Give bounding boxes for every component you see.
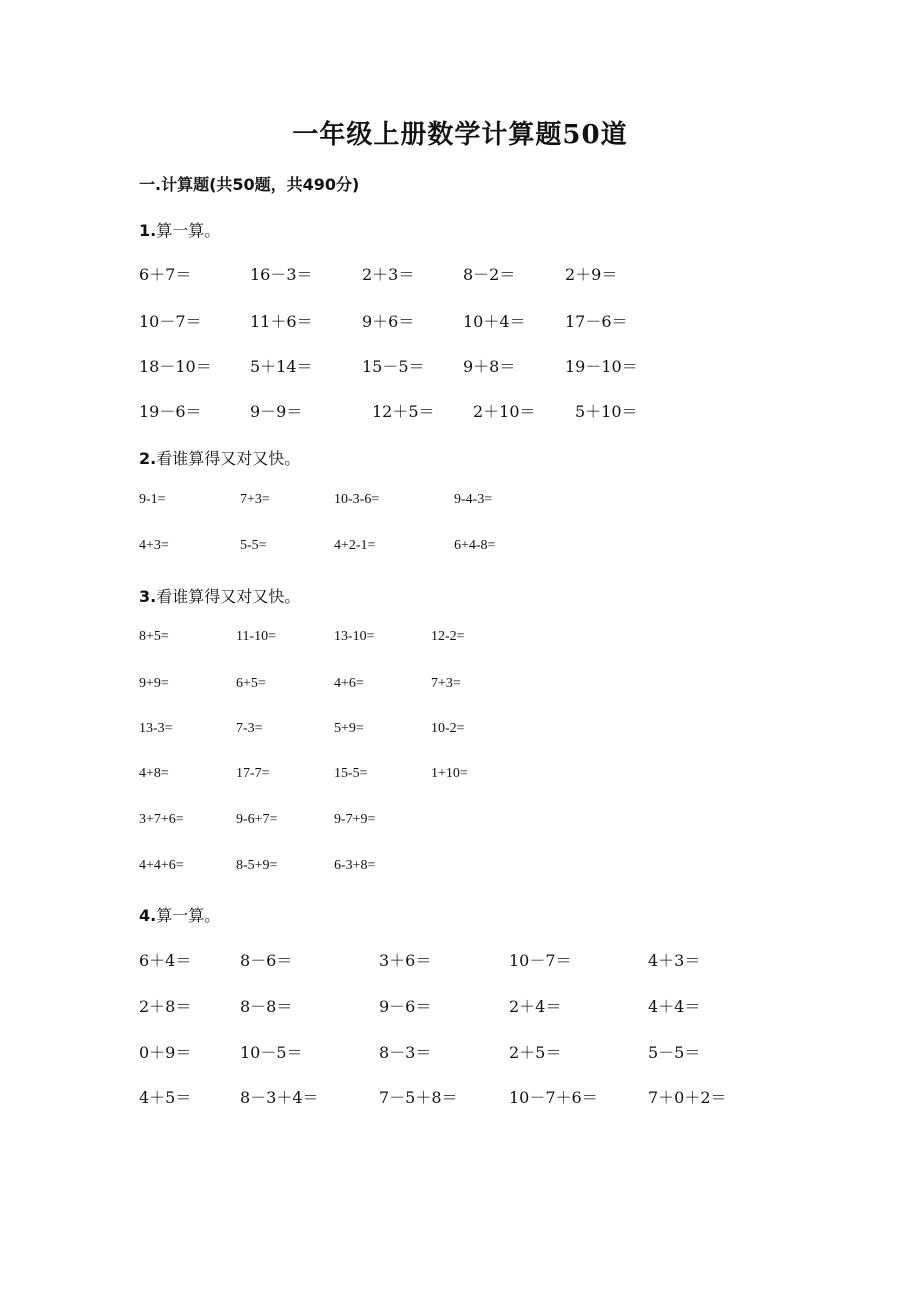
- math-problem: 7+3=: [240, 492, 270, 507]
- math-problem: 10－7＋6＝: [509, 1088, 598, 1107]
- q3-row: [0, 629, 920, 653]
- question-1-instruction: 算一算。: [156, 221, 221, 240]
- math-problem: 16－3＝: [250, 265, 313, 284]
- math-problem: 5+9=: [334, 721, 364, 736]
- q4-row: [0, 994, 920, 1018]
- math-problem: 2＋4＝: [509, 997, 562, 1016]
- math-problem: 10＋4＝: [463, 312, 526, 331]
- math-problem: 2＋3＝: [362, 265, 415, 284]
- math-problem: 5＋14＝: [250, 357, 313, 376]
- math-problem: 10－7＝: [139, 312, 202, 331]
- q4-row: [0, 1040, 920, 1064]
- q1-row: [0, 309, 920, 333]
- math-problem: 5-5=: [240, 538, 267, 553]
- math-problem: 10-2=: [431, 721, 465, 736]
- math-problem: 0＋9＝: [139, 1043, 192, 1062]
- question-1-number: 1.: [139, 221, 157, 240]
- q3-row: [0, 812, 920, 836]
- q3-row: [0, 858, 920, 882]
- question-3-title: [139, 584, 300, 607]
- question-2-title: [139, 446, 300, 469]
- math-problem: 9-7+9=: [334, 812, 376, 827]
- math-problem: 2＋9＝: [565, 265, 618, 284]
- math-problem: 13-10=: [334, 629, 375, 644]
- math-problem: 10－7＝: [509, 951, 572, 970]
- math-problem: 6＋7＝: [139, 265, 192, 284]
- math-problem: 2＋10＝: [473, 402, 536, 421]
- math-problem: 7-3=: [236, 721, 263, 736]
- math-problem: 4+8=: [139, 766, 169, 781]
- math-problem: 15-5=: [334, 766, 368, 781]
- math-problem: 11-10=: [236, 629, 277, 644]
- math-problem: 9-1=: [139, 492, 166, 507]
- question-4-instruction: 算一算。: [156, 906, 221, 925]
- math-problem: 9－6＝: [379, 997, 432, 1016]
- math-problem: 7－5＋8＝: [379, 1088, 458, 1107]
- math-problem: 5＋10＝: [575, 402, 638, 421]
- math-problem: 4+3=: [139, 538, 169, 553]
- math-problem: 1+10=: [431, 766, 468, 781]
- math-problem: 9＋8＝: [463, 357, 516, 376]
- question-2-number: 2.: [139, 449, 157, 468]
- math-problem: 4+4+6=: [139, 858, 184, 873]
- q3-row: [0, 766, 920, 790]
- math-problem: 10－5＝: [240, 1043, 303, 1062]
- math-problem: 17-7=: [236, 766, 270, 781]
- math-problem: 9-4-3=: [454, 492, 493, 507]
- math-problem: 18－10＝: [139, 357, 212, 376]
- q2-row: [0, 492, 920, 516]
- math-problem: 2＋5＝: [509, 1043, 562, 1062]
- question-3-number: 3.: [139, 587, 157, 606]
- math-problem: 6＋4＝: [139, 951, 192, 970]
- q1-row: [0, 354, 920, 378]
- math-problem: 8－2＝: [463, 265, 516, 284]
- math-problem: 8－8＝: [240, 997, 293, 1016]
- math-problem: 4＋5＝: [139, 1088, 192, 1107]
- math-problem: 19－10＝: [565, 357, 638, 376]
- math-problem: 4+6=: [334, 676, 364, 691]
- q1-row: [0, 399, 920, 423]
- question-3-instruction: 看谁算得又对又快。: [156, 587, 301, 606]
- math-problem: 12＋5＝: [372, 402, 435, 421]
- q3-row: [0, 676, 920, 700]
- q2-row: [0, 538, 920, 562]
- math-problem: 13-3=: [139, 721, 173, 736]
- page-title: 一年级上册数学计算题50道: [292, 120, 628, 150]
- q4-row: [0, 948, 920, 972]
- section-heading: 一.计算题(共50题，共490分): [139, 175, 360, 194]
- math-problem: 8－3＋4＝: [240, 1088, 319, 1107]
- math-problem: 6+5=: [236, 676, 266, 691]
- math-problem: 4+2-1=: [334, 538, 376, 553]
- math-problem: 8+5=: [139, 629, 169, 644]
- math-problem: 19－6＝: [139, 402, 202, 421]
- math-problem: 15－5＝: [362, 357, 425, 376]
- math-problem: 11＋6＝: [250, 312, 313, 331]
- math-problem: 9-6+7=: [236, 812, 278, 827]
- math-problem: 12-2=: [431, 629, 465, 644]
- q1-row: [0, 262, 920, 286]
- math-problem: 9－9＝: [250, 402, 303, 421]
- math-problem: 2＋8＝: [139, 997, 192, 1016]
- math-problem: 8－6＝: [240, 951, 293, 970]
- math-problem: 3＋6＝: [379, 951, 432, 970]
- question-2-instruction: 看谁算得又对又快。: [156, 449, 301, 468]
- math-problem: 8-5+9=: [236, 858, 278, 873]
- question-1-title: [139, 218, 220, 241]
- math-problem: 6+4-8=: [454, 538, 496, 553]
- math-problem: 6-3+8=: [334, 858, 376, 873]
- math-problem: 10-3-6=: [334, 492, 380, 507]
- math-problem: 4＋4＝: [648, 997, 701, 1016]
- math-problem: 17－6＝: [565, 312, 628, 331]
- math-problem: 5－5＝: [648, 1043, 701, 1062]
- question-4-number: 4.: [139, 906, 157, 925]
- q3-row: [0, 721, 920, 745]
- math-problem: 9+9=: [139, 676, 169, 691]
- math-problem: 8－3＝: [379, 1043, 432, 1062]
- q4-row: [0, 1085, 920, 1109]
- question-4-title: [139, 903, 220, 926]
- math-problem: 4＋3＝: [648, 951, 701, 970]
- math-problem: 7＋0＋2＝: [648, 1088, 727, 1107]
- math-problem: 3+7+6=: [139, 812, 184, 827]
- math-problem: 9＋6＝: [362, 312, 415, 331]
- math-problem: 7+3=: [431, 676, 461, 691]
